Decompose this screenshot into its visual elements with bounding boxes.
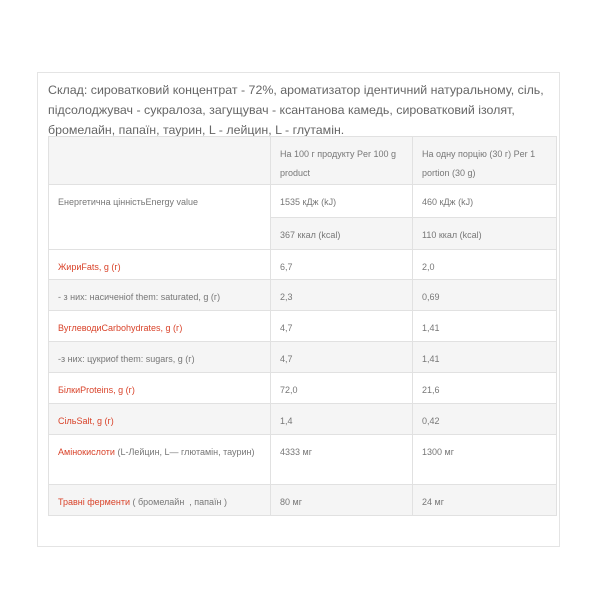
value-per-portion: 2,0 (413, 250, 557, 280)
nutrient-label (49, 404, 271, 435)
nutrition-rows (49, 250, 557, 516)
nutrient-name: ВуглеводиCarbohydrates, g (г) (58, 323, 183, 333)
value-per-portion: 21,6 (413, 373, 557, 404)
energy-kj-row (49, 185, 557, 218)
nutrition-table (48, 136, 557, 516)
table-row (49, 280, 557, 311)
value-per-portion: 24 мг (413, 485, 557, 516)
nutrient-label (49, 250, 271, 280)
table-row (49, 404, 557, 435)
header-per-100g: На 100 г продукту Per 100 g product (271, 137, 413, 185)
value-per-portion: 1,41 (413, 342, 557, 373)
nutrient-label (49, 373, 271, 404)
value-per-100g: 6,7 (271, 250, 413, 280)
energy-kcal-portion: 110 ккал (kcal) (413, 218, 557, 250)
table-row (49, 435, 557, 485)
value-per-100g: 4,7 (271, 342, 413, 373)
energy-label: Енергетична цінністьEnergy value (49, 185, 271, 250)
value-per-100g: 80 мг (271, 485, 413, 516)
value-per-portion: 0,69 (413, 280, 557, 311)
nutrient-name: ЖириFats, g (г) (58, 262, 121, 272)
table-row (49, 250, 557, 280)
energy-kj-portion: 460 кДж (kJ) (413, 185, 557, 218)
nutrient-name: Травні ферменти (58, 497, 130, 507)
energy-kj-100: 1535 кДж (kJ) (271, 185, 413, 218)
composition-text (48, 80, 556, 140)
value-per-100g: 72,0 (271, 373, 413, 404)
value-per-100g: 2,3 (271, 280, 413, 311)
nutrient-label (49, 311, 271, 342)
value-per-portion: 0,42 (413, 404, 557, 435)
nutrient-detail: - з них: насиченіof them: saturated, g (г) (58, 292, 221, 302)
header-per-portion: На одну порцію (30 г) Per 1 portion (30 g) (413, 137, 557, 185)
table-row (49, 342, 557, 373)
header-empty-cell (49, 137, 271, 185)
table-row (49, 373, 557, 404)
nutrient-label (49, 342, 271, 373)
composition-line: бромелайн, папаїн, таурин, L - лейцин, L - глутамін. (48, 123, 345, 137)
table-header-row (49, 137, 557, 185)
nutrient-detail: -з них: цукриof them: sugars, g (г) (58, 354, 195, 364)
composition-line: Склад: сироватковий концентрат - 72%, ароматизатор ідентичний натуральному, сіль, (48, 83, 544, 97)
table-row (49, 485, 557, 516)
value-per-portion: 1300 мг (413, 435, 557, 485)
nutrient-label (49, 435, 271, 485)
energy-kcal-100: 367 ккал (kcal) (271, 218, 413, 250)
value-per-100g: 4,7 (271, 311, 413, 342)
nutrient-detail: ( бромелайн , папаїн ) (129, 497, 228, 507)
nutrient-name: Амінокислоти (58, 447, 115, 457)
value-per-portion: 1,41 (413, 311, 557, 342)
nutrient-name: БілкиProteins, g (г) (58, 385, 135, 395)
table-row (49, 311, 557, 342)
nutrient-detail: (L-Лейцин, L— глютамін, таурин) (114, 447, 255, 457)
nutrient-label (49, 485, 271, 516)
nutrient-name: СільSalt, g (г) (58, 416, 114, 426)
value-per-100g: 1,4 (271, 404, 413, 435)
value-per-100g: 4333 мг (271, 435, 413, 485)
composition-line: підсолоджувач - сукралоза, загущувач - ксантанова камедь, сироватковий ізолят, (48, 103, 515, 117)
nutrient-label (49, 280, 271, 311)
